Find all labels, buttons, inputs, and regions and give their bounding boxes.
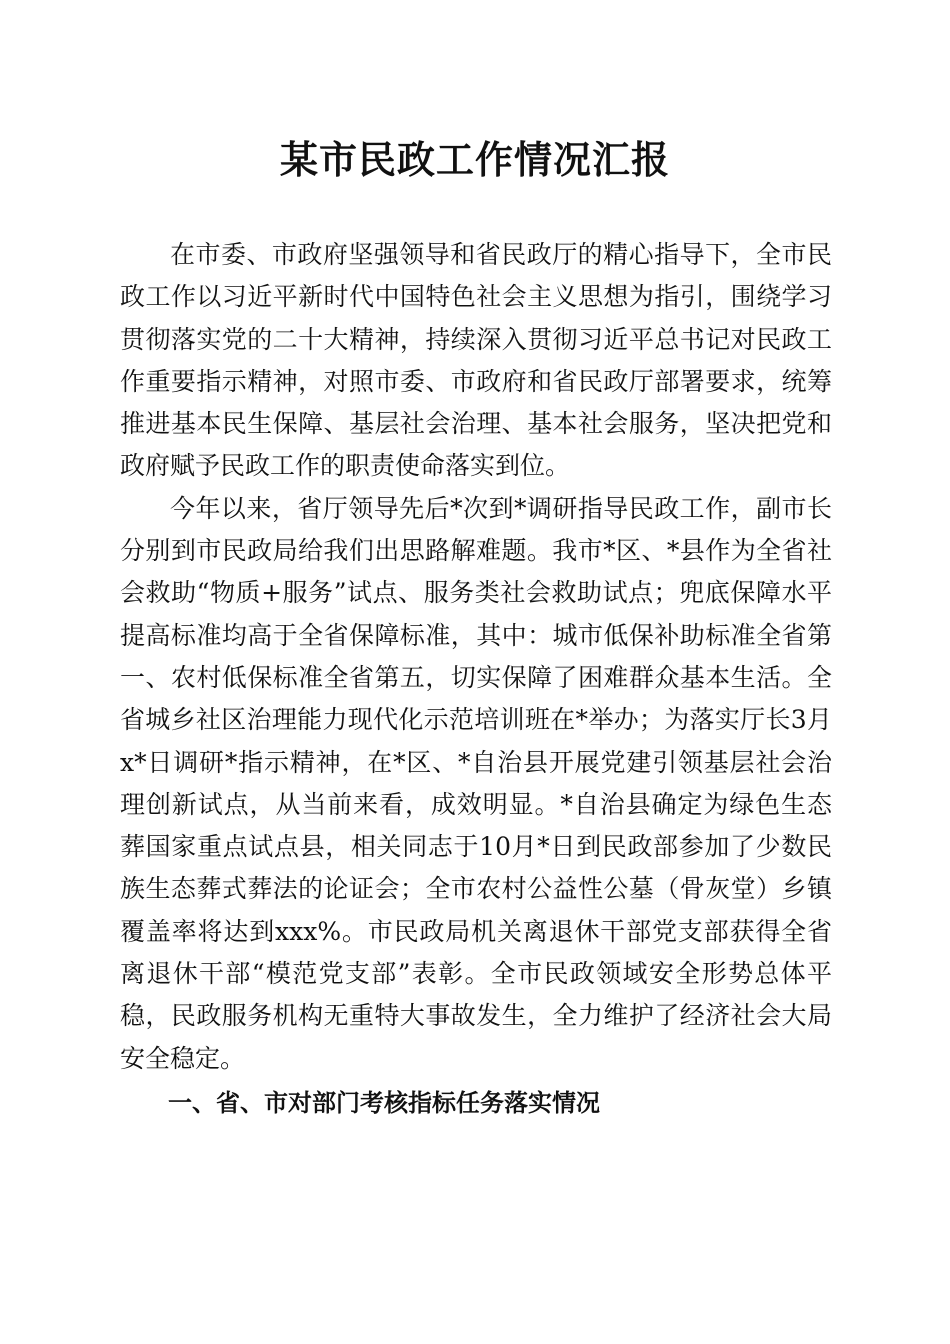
section-heading-1: 一、省、市对部门考核指标任务落实情况	[168, 1088, 600, 1117]
paragraph-achievements: 今年以来，省厅领导先后*次到*调研指导民政工作，副市长分别到市民政局给我们出思路解难题。我市*区、*县作为全省社会救助“物质+服务”试点、服务类社会救助试点；兜底保障水平提高标准均高于全省保障标准，其中：城市低保补助标准全省第一、农村低保标准全省第五，切实保障了困难群众基本生活。全省城乡社区治理能力现代化示范培训班在*举办；为落实厅长3月x*日调研*指示精神，在*区、*自治县开展党建引领基层社会治理创新试点，从当前来看，成效明显。*自治县确定为绿色生态葬国家重点试点县，相关同志于10月*日到民政部参加了少数民族生态葬式葬法的论证会；全市农村公益性公墓（骨灰堂）乡镇覆盖率将达到xxx%。市民政局机关离退休干部党支部获得全省离退休干部“模范党支部”表彰。全市民政领域安全形势总体平稳，民政服务机构无重特大事故发生，全力维护了经济社会大局安全稳定。	[120, 493, 832, 1073]
document-body	[120, 234, 832, 1124]
paragraph-intro: 在市委、市政府坚强领导和省民政厅的精心指导下，全市民政工作以习近平新时代中国特色社会主义思想为指引，围绕学习贯彻落实党的二十大精神，持续深入贯彻习近平总书记对民政工作重要指示精神，对照市委、市政府和省民政厅部署要求，统筹推进基本民生保障、基层社会治理、基本社会服务，坚决把党和政府赋予民政工作的职责使命落实到位。	[120, 240, 832, 481]
document-title: 某市民政工作情况汇报	[279, 137, 670, 182]
